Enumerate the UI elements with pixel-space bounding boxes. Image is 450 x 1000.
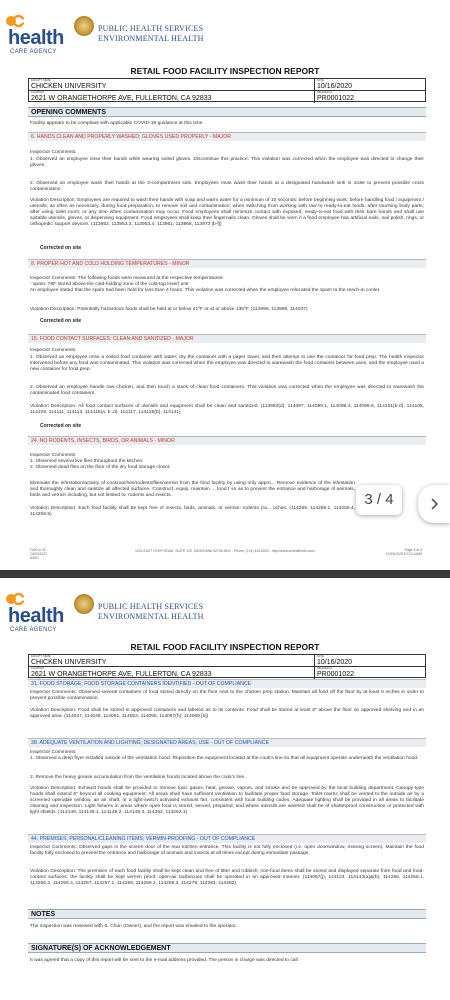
violation-31-heading: 31. FOOD STORAGE; FOOD STORAGE CONTAINERS IDENTIFIED - OUT OF COMPLIANCE: [28, 679, 426, 688]
report-title-2: RETAIL FOOD FACILITY INSPECTION REPORT: [130, 642, 320, 652]
oc-logo-icon: [6, 14, 24, 28]
footer-revision: 8/16/1: [30, 556, 39, 560]
violation-8-heading: 8. PROPER HOT AND COLD HOLDING TEMPERATURES - MINOR: [28, 259, 426, 268]
county-seal-icon: [74, 594, 94, 614]
facility-info-table-2: [28, 654, 426, 678]
footer-page-number: Page 3 of 4: [404, 548, 422, 552]
oc-health-logo: [6, 14, 72, 56]
related-id-cell: [315, 667, 425, 679]
violation-38-comment-2: 2. Remove the heavy grease accumulation from the ventilation hoods located above the cook's line.: [30, 775, 246, 780]
violation-6-comment-2: 2. Observed an employee wash their hands at the 3-compartment sink. Employees must wash their hands at a designated handwash sink in order to prevent possible cross contamination.: [30, 181, 424, 193]
violation-8-inspector-label: Inspector Comments: The following foods were measured at the respective temperatures:: [30, 276, 224, 281]
page-footer-address: 1241 EAST DYER ROAD, SUITE 120, SANTA ANA 92705-5611 - Phone: (714) 433-6000 - http://www.ochealthinfo.com/: [135, 549, 315, 553]
report-header: [0, 0, 450, 60]
oc-health-logo-2: [6, 592, 72, 634]
date-cell: [315, 79, 425, 91]
violation-15-heading: 15. FOOD CONTACT SURFACES: CLEAN AND SANITIZED - MAJOR: [28, 334, 426, 343]
facility-name-cell: [29, 79, 315, 91]
inspection-date: 10/16/2020: [317, 658, 353, 666]
violation-6-heading: 6. HANDS CLEAN AND PROPERLY WASHED; GLOVES USED PROPERLY - MAJOR: [28, 132, 426, 141]
agency-name-2: [98, 602, 204, 622]
inspection-date: 10/16/2020: [317, 82, 353, 90]
violation-15-corrected: Corrected on site: [40, 423, 82, 429]
facility-info-table: [28, 78, 426, 102]
facility-name-cell: [29, 655, 315, 667]
related-id: PR0001022: [317, 94, 354, 102]
violation-8-comment-2: An employee stated that the spam had been held for less than 4 hours. This violation was corrected when the employee relocated the spam to the reach-in cooler.: [30, 288, 381, 293]
facility-name: CHICKEN UNIVERSITY: [31, 658, 107, 666]
facility-name-label: FACILITY NAME: [31, 655, 51, 658]
signature-heading: SIGNATURE(S) OF ACKNOWLEDGEMENT: [28, 943, 426, 953]
location-cell: [29, 667, 315, 679]
logo-word: health: [8, 27, 64, 49]
violation-24-comment-1: 1. Observed several live flies throughout the kitchen.: [30, 459, 144, 464]
violation-38-description: Violation Description: Exhaust hoods shall be provided to remove toxic gases, heat, grease, vapors, and smoke and be approved by the local building department. Canopy-type hoods shall extend 6" beyond all cooking equipment. All areas shall have sufficient ventilation to facilitate proper food storage. Toilet rooms shall be vented to the outside air by a screened openable window, an air shaft, or a light-switch activated exhaust fan, consistent with local building codes. Adequate lighting shall be provided in all areas to facilitate cleaning and inspection. Light fixtures in areas where open food is stored, served, prepared, and where utensils are washed shall be of shatterproof construction or protected with light shields. (114149, 114149.1, 114149.2, 114149.3, 114252, 114252.1): [30, 786, 424, 816]
related-id-label: RELATED ID: [317, 91, 333, 94]
opening-comments-text: Facility appears to be compliant with applicable COVID-19 guidance at this time.: [30, 121, 204, 126]
next-page-button[interactable]: [418, 485, 450, 523]
violation-38-heading: 38. ADEQUATE VENTILATION AND LIGHTING; DESIGNATED AREAS, USE - OUT OF COMPLIANCE: [28, 738, 426, 747]
chevron-right-icon: [428, 498, 440, 510]
violation-38-comment-1: 1. Observed a deep fryer installed outside of the ventilation hood. Reposition the equipment located at the cook's line so that all equipment operate underneath the ventilation hood.: [30, 756, 419, 761]
agency-name: [98, 24, 204, 44]
violation-15-comment-2: 2. Observed an employee handle raw chicken, and then touch a stack of clean food containers. This violation was corrected when the employee was directed to warewash the contaminated food containers.: [30, 385, 424, 397]
violation-6-comment-1: 1. Observed an employee rinse their hands while wearing soiled gloves. Discontinue this practice. This violation was corrected when the employee was directed to change their gloves.: [30, 157, 424, 169]
violation-8-corrected: Corrected on site: [40, 318, 82, 324]
location-label: LOCATION: [31, 91, 45, 94]
date-label: DATE: [317, 79, 324, 82]
date-label: DATE: [317, 655, 324, 658]
opening-comments-heading: OPENING COMMENTS: [28, 107, 426, 117]
report-page-4: [0, 578, 450, 1000]
violation-6-corrected: Corrected on site: [40, 245, 82, 251]
oc-logo-icon: [6, 592, 24, 606]
page-indicator: 3 / 4: [356, 485, 402, 515]
violation-15-comment-1: 1. Observed an employee rinse a soiled food container with water, dry the container with a paper towel, and then attempt to use the container for food prep. The health inspector intervened before any food was contaminated. This violation was corrected when the employee was directed to warewash the food container between uses, and the employee used a new container for food prep.: [30, 355, 424, 373]
violation-38-inspector-label: Inspector Comments:: [30, 750, 77, 755]
facility-name-label: FACILITY NAME: [31, 79, 51, 82]
location-cell: [29, 91, 315, 103]
agency-line-2: ENVIRONMENTAL HEALTH: [98, 612, 204, 621]
violation-24-inspector-label: Inspector Comments:: [30, 453, 77, 458]
violation-24-heading: 24. NO RODENTS, INSECTS, BIRDS, OR ANIMALS - MINOR: [28, 436, 426, 445]
signature-text: It was agreed that a copy of this report will be sent to the e-mail address provided. The person in charge was directed to call: [30, 958, 298, 963]
county-seal-icon: [74, 16, 94, 36]
related-id-cell: [315, 91, 425, 103]
violation-44-heading: 44. PREMISES; PERSONAL/CLEANING ITEMS; VERMIN-PROOFING - OUT OF COMPLIANCE: [28, 834, 426, 843]
notes-heading: NOTES: [28, 909, 426, 919]
violation-44-description: Violation Description: The premises of each food facility shall be kept clean and free of litter and rubbish; non-food items shall be stored and displayed separate from food and food-contact surfaces; the facility shall be kept vermin proof; open-air barbecues shall be operated in an approved manner. (114067(j), 114123, 114143(a)&(b), 114256, 114256.1, 114256.2, 114256.4, 114257, 114257.1, 114259, 114259.2, 114259.3, 114279, 114281, 114282): [30, 869, 424, 887]
notes-text: The inspection was reviewed with S. Chun (Owner), and the report was emailed to the operator.: [30, 924, 237, 929]
related-id: PR0001022: [317, 670, 354, 678]
violation-24-comment-2: 2. Observed dead flies on the floor of the dry food storage closet.: [30, 465, 171, 470]
logo-subtitle: CARE AGENCY: [10, 49, 57, 55]
agency-line-1: PUBLIC HEALTH SERVICES: [98, 24, 204, 33]
footer-form-id: FA00 or 02: [30, 548, 46, 552]
report-header-2: [0, 578, 450, 638]
violation-24-comment-3: Eliminate the infestation/activity of cockroaches/rodents/flies/vermin from the food facility by using only appro... Remove evidence of the infestation and thoroughly clean and sanitize all affected surfaces. Construct, equip, maintain ... food f so as to prevent the entrance and harborage of animals, birds and vermin including, but not limited to, rodents and insects.: [30, 481, 355, 499]
violation-44-comment: Inspector Comments: Observed gaps in the screen door of the rear kitchen entrance. This facility is not fully enclosed (i.e. open door/window, missing screen). Maintain the food facility fully enclosed to prevent the entrance and harborage of animals and insects at all times except during immediate passage.: [30, 845, 424, 857]
agency-line-1: PUBLIC HEALTH SERVICES: [98, 602, 204, 611]
agency-line-2: ENVIRONMENTAL HEALTH: [98, 34, 204, 43]
violation-8-comment-1: - spam: 78F stored above the cold-holding zone of the cold-top insert unit: [30, 282, 189, 287]
location-label: LOCATION: [31, 667, 45, 670]
report-title: RETAIL FOOD FACILITY INSPECTION REPORT: [130, 66, 320, 76]
violation-6-description: Violation Description: Employees are required to wash their hands with soap and warm water for a minimum of 10 seconds: before beginning work; before handling food / equipment / utensils; as often as necessary, during food preparation, to remove soil and contamination; when switching from working with raw to ready-to-eat foods, after touching body parts; after using toilet room; or any time when contamination may occur. Food employees shall minimize contact with exposed, ready-to-eat food with their bare hands and shall use suitable utensils, gloves, or dispensing equipment. Food employees shall keep their fingernails clean. Gloves shall be worn if a food employee has artificial nails, nail polish, rings, or orthopedic support devices. (113952, 113953.3, 113953.4, 113961, 113968, 113973 [b-f]): [30, 198, 424, 228]
page-footer-right: [386, 548, 422, 556]
violation-15-inspector-label: Inspector Comments:: [30, 348, 77, 353]
violation-31-comment: Inspector Comments: Observed several containers of food stored directly on the floor next to the chicken prep station. Maintain all food off the floor by at least 6 inches in order to prevent possible contamination.: [30, 690, 424, 702]
logo-subtitle-2: CARE AGENCY: [10, 627, 57, 633]
violation-6-inspector-label: Inspector Comments:: [30, 150, 77, 155]
footer-record-id: CA0001022: [30, 552, 47, 556]
facility-location: 2621 W ORANGETHORPE AVE, FULLERTON, CA 92833: [31, 670, 212, 678]
logo-word-2: health: [8, 605, 64, 627]
violation-24-description: Violation Description: Each food facility shall be kept free of insects, birds, animals, or vermin: rodents (ra... oches, (114259, 114259.1, 114259.4, 114259.5): [30, 506, 355, 518]
related-id-label: RELATED ID: [317, 667, 333, 670]
violation-15-description: Violation Description: All food contact surfaces of utensils and equipment shall be clean and sanitized. (113984(d), 114097, 114099.1, 114099.4, 114099.6, 114101(b-d), 114105, 114109, 114111, 114113, 114115(a, b ,d), 114117, 114125(b), 114141): [30, 404, 424, 416]
violation-31-description: Violation Description: Food shall be stored in approved containers and labeled as to its contents. Food shall be stored at least 6" above the floor on approved shelving and in an approved area. (114047, 114049, 114051, 114053, 114055, 114067(h), 114069 [b]): [30, 708, 424, 720]
violation-8-description: Violation Description: Potentially hazardous foods shall be held at or below 41ºF or at or above 135ºF. (113996, 113998, 114037): [30, 307, 308, 312]
footer-print-time: 10/19/2020 10:13:14AM: [385, 552, 422, 557]
date-cell: [315, 655, 425, 667]
facility-location: 2621 W ORANGETHORPE AVE, FULLERTON, CA 92833: [31, 94, 212, 102]
facility-name: CHICKEN UNIVERSITY: [31, 82, 107, 90]
